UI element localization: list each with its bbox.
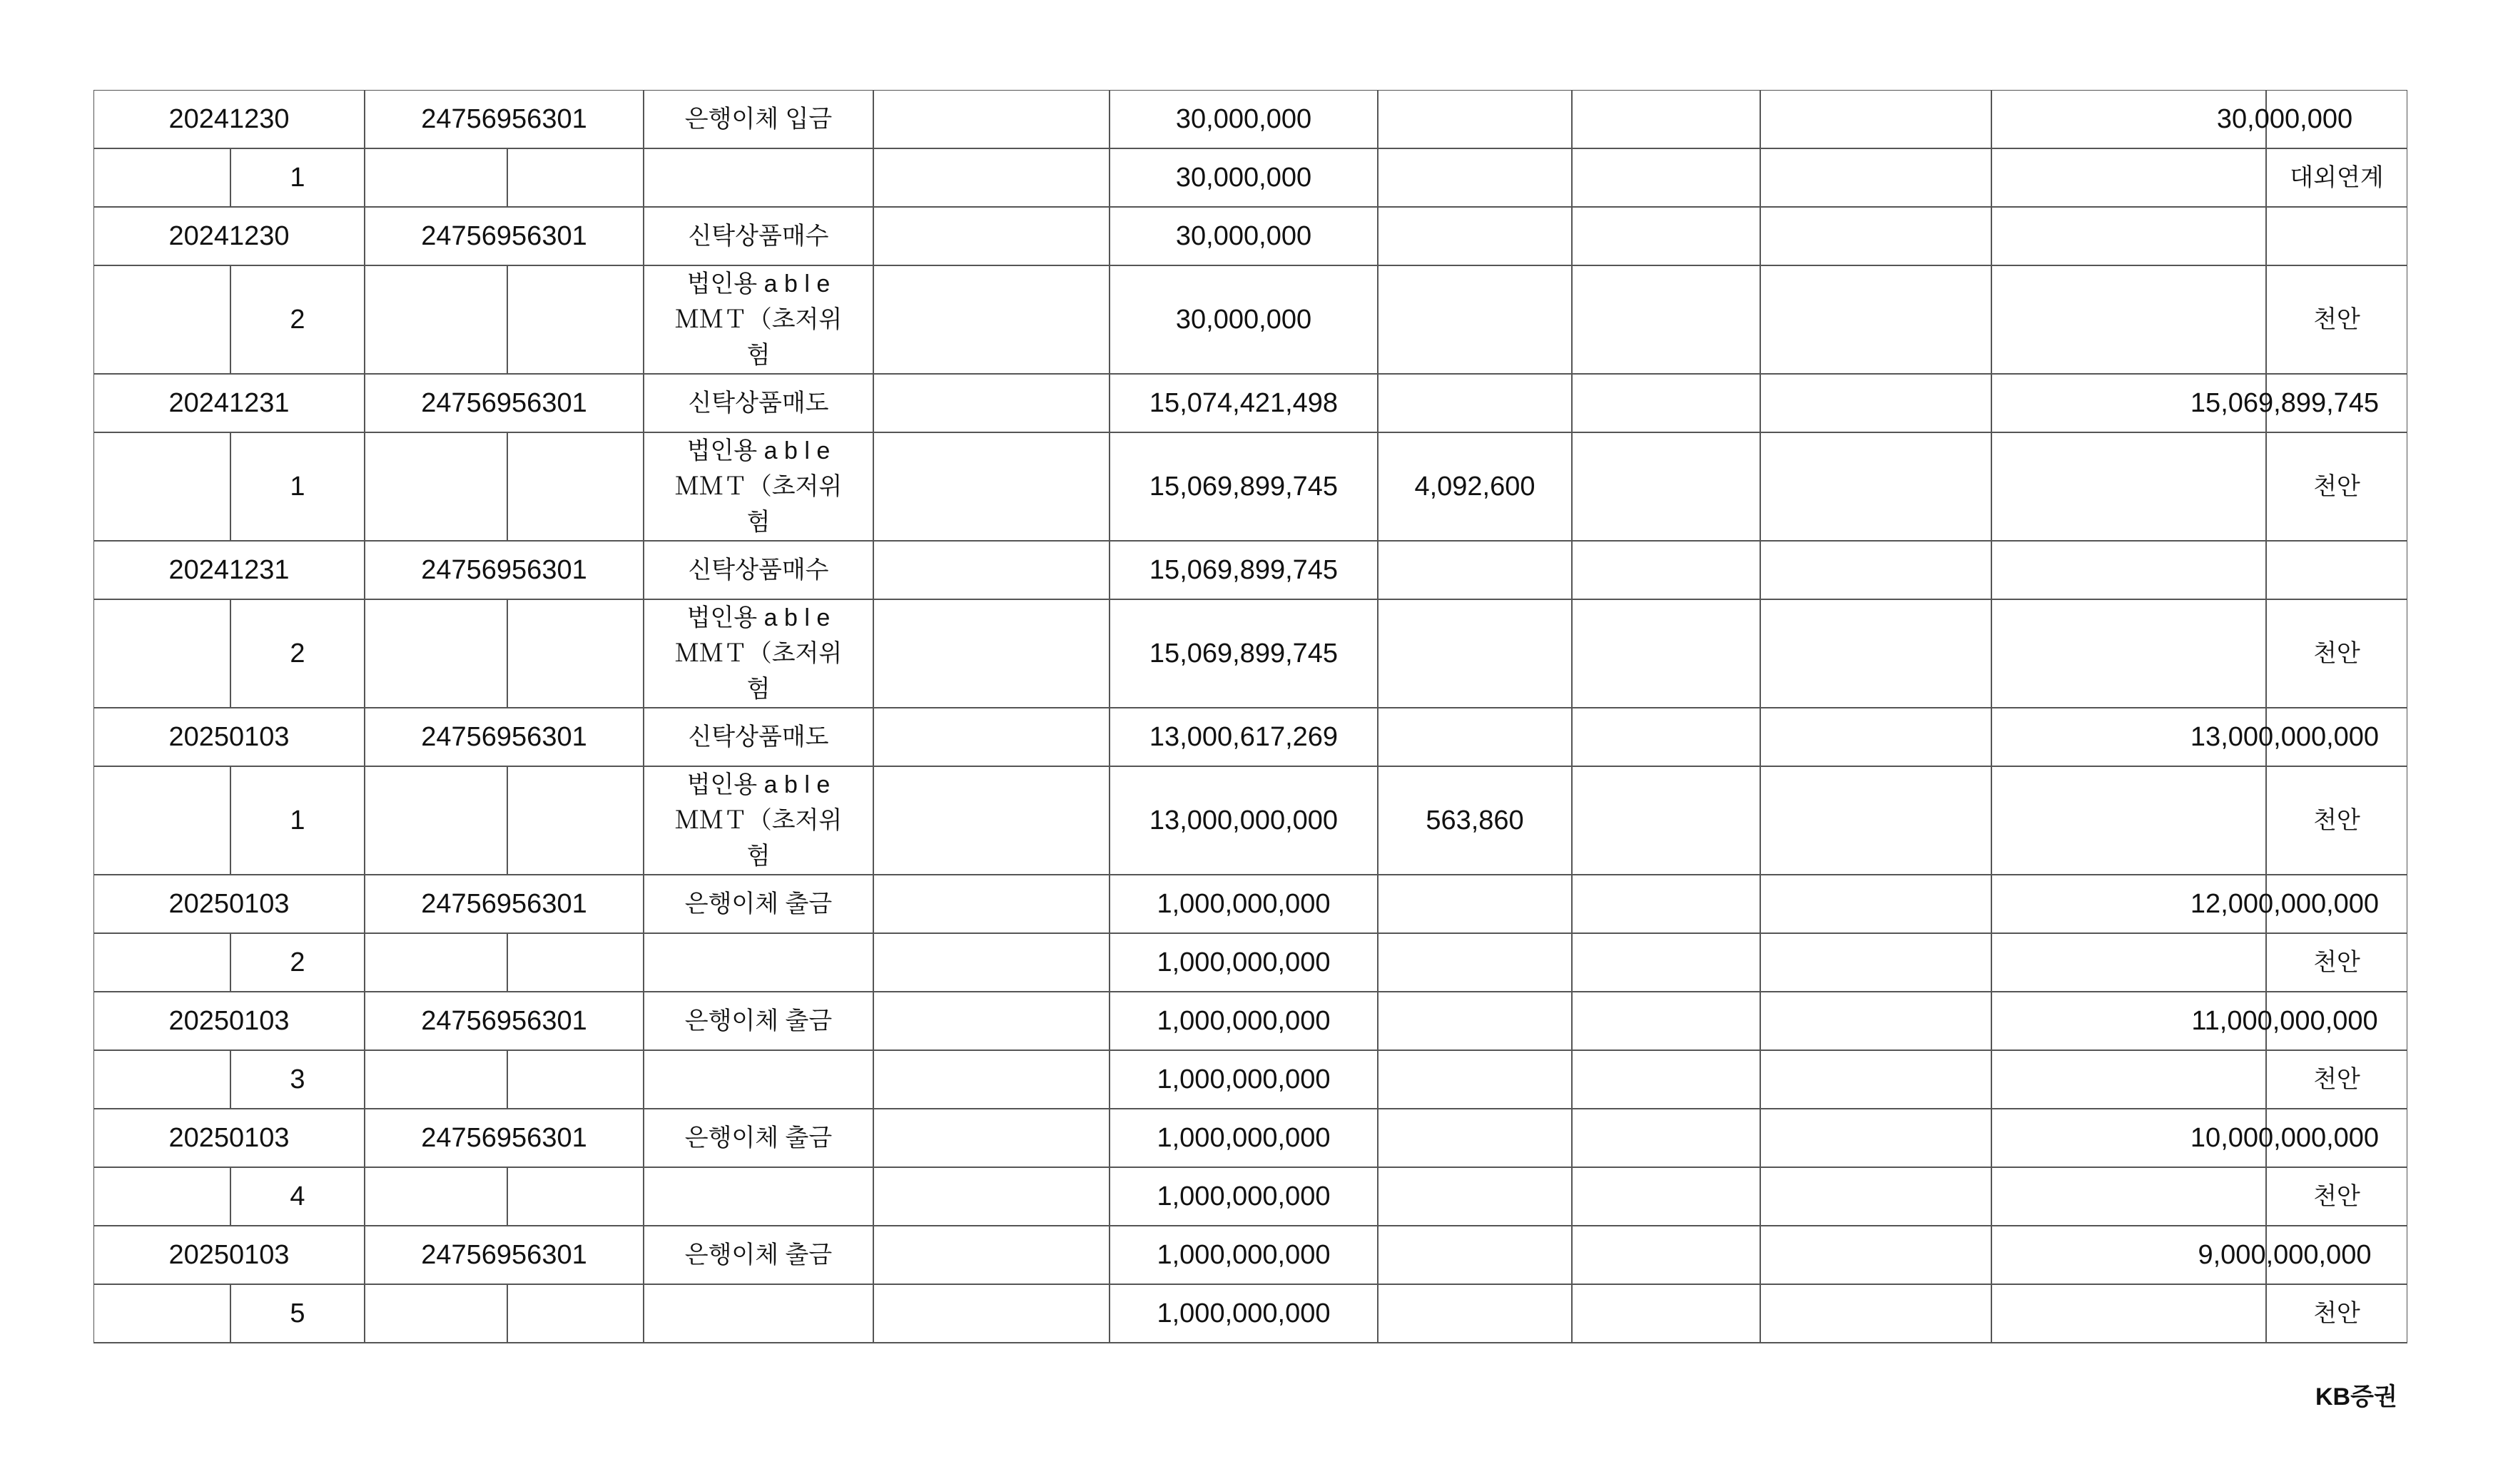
transaction-date: 20250103 — [168, 1123, 290, 1153]
sub-fee-amount — [1378, 148, 1572, 207]
branch-name: 대외연계 — [2290, 164, 2384, 191]
fee-amount — [1378, 875, 1572, 933]
sequence-number: 1 — [290, 805, 305, 835]
transaction-amount: 1,000,000,000 — [1157, 1123, 1331, 1153]
transaction-date: 20250103 — [168, 1006, 290, 1036]
balance-amount: 13,000,000,000 — [2190, 722, 2380, 752]
transaction-amount: 1,000,000,000 — [1157, 889, 1331, 919]
fee-amount — [1378, 992, 1572, 1050]
sequence-number: 2 — [290, 947, 305, 977]
transaction-amount: 13,000,617,269 — [1149, 722, 1339, 752]
transaction-type: 신탁상품매도 — [688, 390, 829, 417]
sub-amount: 30,000,000 — [1175, 305, 1312, 335]
product-name-line: 험 — [746, 676, 771, 703]
branch-name: 천안 — [2313, 1300, 2360, 1327]
product-name-line: 법인용 a b l e — [686, 771, 831, 798]
fee-amount — [1378, 90, 1572, 148]
sub-fee-amount — [1378, 265, 1572, 374]
fee-amount — [1378, 1226, 1572, 1284]
balance-amount: 15,069,899,745 — [2190, 388, 2380, 418]
sub-fee-amount — [1378, 1167, 1572, 1226]
transaction-type: 신탁상품매수 — [688, 556, 829, 584]
sequence-number: 3 — [290, 1064, 305, 1094]
sequence-number: 5 — [290, 1298, 305, 1328]
sub-fee-amount: 563,860 — [1426, 805, 1524, 835]
balance-amount: 9,000,000,000 — [2198, 1240, 2372, 1270]
transaction-type: 신탁상품매수 — [688, 223, 829, 250]
sub-fee-amount — [1378, 933, 1572, 992]
branch-name: 천안 — [2313, 640, 2360, 667]
transaction-amount: 15,074,421,498 — [1149, 388, 1339, 418]
branch-name: 천안 — [2313, 306, 2360, 333]
account-number: 24756956301 — [421, 1006, 587, 1036]
account-number: 24756956301 — [421, 889, 587, 919]
transaction-date: 20241230 — [168, 104, 290, 134]
transaction-date: 20250103 — [168, 1240, 290, 1270]
sub-amount: 1,000,000,000 — [1157, 1181, 1331, 1211]
transaction-amount: 1,000,000,000 — [1157, 1006, 1331, 1036]
account-number: 24756956301 — [421, 388, 587, 418]
product-name-line: ＭＭＴ（초저위 — [674, 807, 843, 834]
product-name-line: 험 — [746, 509, 771, 536]
product-name — [644, 265, 873, 374]
sequence-number: 1 — [290, 472, 305, 502]
transaction-amount: 30,000,000 — [1175, 104, 1312, 134]
transaction-date: 20241231 — [168, 388, 290, 418]
sequence-number: 2 — [290, 639, 305, 669]
sub-fee-amount: 4,092,600 — [1414, 472, 1535, 502]
branch-name: 천안 — [2313, 949, 2360, 976]
sub-amount: 1,000,000,000 — [1157, 1064, 1331, 1094]
sub-amount: 15,069,899,745 — [1149, 472, 1339, 502]
product-name — [644, 599, 873, 708]
brand-footer: KB증권 — [2315, 1383, 2397, 1411]
sequence-number: 1 — [290, 163, 305, 193]
sub-fee-amount — [1378, 1050, 1572, 1109]
account-number: 24756956301 — [421, 555, 587, 585]
transaction-type: 신탁상품매도 — [688, 723, 829, 751]
balance-amount — [2163, 207, 2407, 265]
product-name-line: 법인용 a b l e — [686, 437, 831, 464]
product-name-line: 험 — [746, 843, 771, 870]
sub-amount: 15,069,899,745 — [1149, 639, 1339, 669]
fee-amount — [1378, 1109, 1572, 1167]
fee-amount — [1378, 207, 1572, 265]
transaction-amount: 1,000,000,000 — [1157, 1240, 1331, 1270]
sequence-number: 2 — [290, 305, 305, 335]
sub-amount: 1,000,000,000 — [1157, 1298, 1331, 1328]
transaction-amount: 30,000,000 — [1175, 221, 1312, 251]
product-name-line: ＭＭＴ（초저위 — [674, 640, 843, 667]
product-name-line: ＭＭＴ（초저위 — [674, 306, 843, 333]
sub-amount: 13,000,000,000 — [1149, 805, 1339, 835]
transaction-date: 20241231 — [168, 555, 290, 585]
sub-fee-amount — [1378, 1284, 1572, 1343]
balance-amount: 12,000,000,000 — [2190, 889, 2380, 919]
transaction-amount: 15,069,899,745 — [1149, 555, 1339, 585]
branch-name: 천안 — [2313, 473, 2360, 500]
account-number: 24756956301 — [421, 1240, 587, 1270]
transaction-ledger-table — [93, 90, 2407, 1343]
product-name — [644, 432, 873, 541]
fee-amount — [1378, 374, 1572, 432]
account-number: 24756956301 — [421, 722, 587, 752]
balance-amount: 30,000,000 — [2216, 104, 2353, 134]
product-name-line: 법인용 a b l e — [686, 270, 831, 298]
transaction-type: 은행이체 출금 — [684, 1124, 833, 1152]
branch-name: 천안 — [2313, 1183, 2360, 1210]
transaction-date: 20241230 — [168, 221, 290, 251]
branch-name: 천안 — [2313, 1066, 2360, 1093]
fee-amount — [1378, 708, 1572, 766]
transaction-type: 은행이체 출금 — [684, 890, 833, 918]
product-name-line: 법인용 a b l e — [686, 604, 831, 631]
product-name-line: ＭＭＴ（초저위 — [674, 473, 843, 500]
branch-name: 천안 — [2313, 807, 2360, 834]
sub-amount: 1,000,000,000 — [1157, 947, 1331, 977]
product-name-line: 험 — [746, 342, 771, 369]
sequence-number: 4 — [290, 1181, 305, 1211]
transaction-type: 은행이체 출금 — [684, 1007, 833, 1035]
transaction-date: 20250103 — [168, 889, 290, 919]
sub-fee-amount — [1378, 599, 1572, 708]
account-number: 24756956301 — [421, 221, 587, 251]
balance-amount — [2163, 541, 2407, 599]
account-number: 24756956301 — [421, 104, 587, 134]
sub-amount: 30,000,000 — [1175, 163, 1312, 193]
balance-amount: 10,000,000,000 — [2190, 1123, 2380, 1153]
product-name — [644, 766, 873, 875]
transaction-type: 은행이체 입금 — [684, 106, 833, 133]
transaction-date: 20250103 — [168, 722, 290, 752]
balance-amount: 11,000,000,000 — [2191, 1006, 2378, 1036]
transaction-type: 은행이체 출금 — [684, 1241, 833, 1269]
account-number: 24756956301 — [421, 1123, 587, 1153]
fee-amount — [1378, 541, 1572, 599]
